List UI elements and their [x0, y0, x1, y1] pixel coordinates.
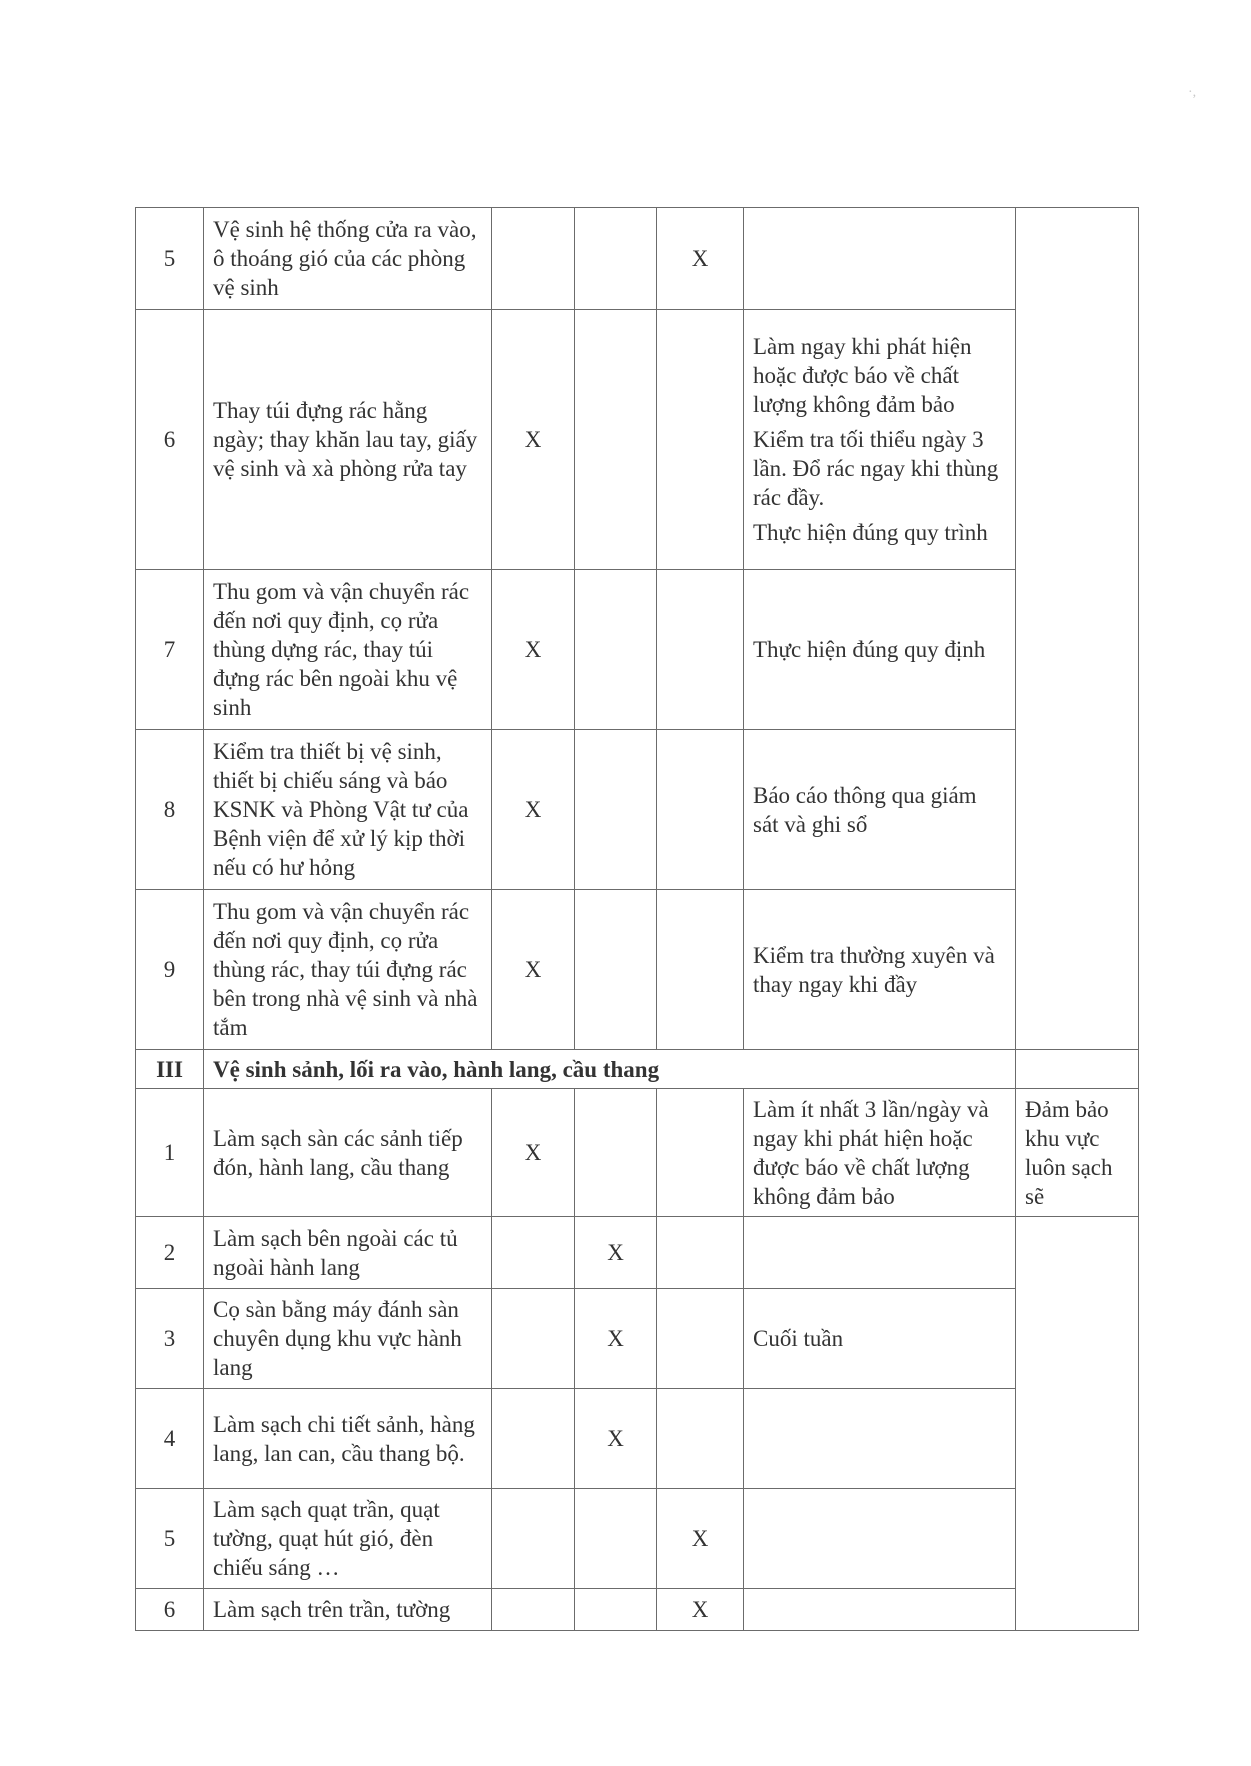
row-number: 2: [136, 1217, 204, 1289]
weekly-mark: [575, 570, 657, 730]
section-header-row: [136, 1050, 1139, 1089]
notes-cell: [744, 1389, 1016, 1489]
weekly-mark: [575, 310, 657, 570]
row-number: 9: [136, 890, 204, 1050]
table-row: [136, 208, 1139, 310]
daily-mark: [492, 1489, 575, 1589]
daily-mark: X: [492, 1089, 575, 1217]
weekly-mark: [575, 890, 657, 1050]
task-cell: Làm sạch bên ngoài các tủ ngoài hành lang: [204, 1217, 492, 1289]
section-header-empty-cell: [1016, 1050, 1139, 1089]
notes-cell: [744, 1289, 1016, 1389]
task-cell: Làm sạch trên trần, tường: [204, 1589, 492, 1631]
row-number: 5: [136, 1489, 204, 1589]
monthly-mark: [657, 1289, 744, 1389]
monthly-mark: X: [657, 1589, 744, 1631]
section-number: III: [136, 1050, 204, 1089]
row-number: 4: [136, 1389, 204, 1489]
row-number: 6: [136, 310, 204, 570]
daily-mark: X: [492, 310, 575, 570]
monthly-mark: [657, 1089, 744, 1217]
section-title: Vệ sinh sảnh, lối ra vào, hành lang, cầu thang: [204, 1050, 1016, 1089]
notes-cell: [744, 730, 1016, 890]
monthly-mark: [657, 890, 744, 1050]
daily-mark: [492, 1589, 575, 1631]
notes-cell: [744, 208, 1016, 310]
table-row: [136, 890, 1139, 1050]
row-number: 3: [136, 1289, 204, 1389]
table-row: [136, 1289, 1139, 1389]
task-cell: Thu gom và vận chuyển rác đến nơi quy định, cọ rửa thùng dựng rác, thay túi đựng rác bên ngoài khu vệ sinh: [204, 570, 492, 730]
monthly-mark: [657, 1217, 744, 1289]
weekly-mark: X: [575, 1217, 657, 1289]
daily-mark: X: [492, 570, 575, 730]
note-line: Làm ngay khi phát hiện hoặc được báo về chất lượng không đảm bảo: [753, 334, 972, 417]
daily-mark: [492, 1289, 575, 1389]
notes-cell: [744, 1489, 1016, 1589]
cleaning-schedule-table: [135, 207, 1139, 1631]
monthly-mark: X: [657, 1489, 744, 1589]
note-line: Báo cáo thông qua giám sát và ghi sổ: [753, 782, 977, 837]
monthly-mark: [657, 1389, 744, 1489]
daily-mark: X: [492, 730, 575, 890]
notes-cell: [744, 1217, 1016, 1289]
weekly-mark: X: [575, 1389, 657, 1489]
daily-mark: [492, 1217, 575, 1289]
task-cell: Làm sạch chi tiết sảnh, hàng lang, lan can, cầu thang bộ.: [204, 1389, 492, 1489]
row-number: 8: [136, 730, 204, 890]
task-cell: Thu gom và vận chuyển rác đến nơi quy định, cọ rửa thùng rác, thay túi đựng rác bên trong nhà vệ sinh và nhà tắm: [204, 890, 492, 1050]
task-cell: Cọ sàn bằng máy đánh sàn chuyên dụng khu vực hành lang: [204, 1289, 492, 1389]
row-number: 6: [136, 1589, 204, 1631]
row-number: 1: [136, 1089, 204, 1217]
notes-cell: [744, 1589, 1016, 1631]
table-row: [136, 1089, 1139, 1217]
task-cell: Làm sạch sàn các sảnh tiếp đón, hành lang, cầu thang: [204, 1089, 492, 1217]
note-line: Thực hiện đúng quy định: [753, 637, 986, 662]
table-row: [136, 730, 1139, 890]
daily-mark: X: [492, 890, 575, 1050]
requirement-cell: Đảm bảo khu vực luôn sạch sẽ: [1016, 1089, 1139, 1217]
weekly-mark: [575, 730, 657, 890]
table-row: [136, 1389, 1139, 1489]
weekly-mark: [575, 1589, 657, 1631]
weekly-mark: [575, 208, 657, 310]
scan-speck: ·,: [1188, 85, 1197, 100]
weekly-mark: X: [575, 1289, 657, 1389]
monthly-mark: [657, 570, 744, 730]
table-row: [136, 1589, 1139, 1631]
table-row: [136, 570, 1139, 730]
table-row: [136, 1489, 1139, 1589]
note-line: Thực hiện đúng quy trình: [753, 520, 988, 545]
weekly-mark: [575, 1089, 657, 1217]
table-row: [136, 310, 1139, 570]
daily-mark: [492, 208, 575, 310]
note-line: Kiểm tra tối thiểu ngày 3 lần. Đổ rác ngay khi thùng rác đầy.: [753, 427, 999, 510]
row-number: 7: [136, 570, 204, 730]
notes-cell: [744, 310, 1016, 570]
notes-cell: [744, 1089, 1016, 1217]
note-line: Làm ít nhất 3 lần/ngày và ngay khi phát hiện hoặc được báo về chất lượng không đảm bảo: [753, 1096, 989, 1209]
task-cell: Thay túi đựng rác hằng ngày; thay khăn lau tay, giấy vệ sinh và xà phòng rửa tay: [204, 310, 492, 570]
task-cell: Kiểm tra thiết bị vệ sinh, thiết bị chiếu sáng và báo KSNK và Phòng Vật tư của Bệnh viện để xử lý kịp thời nếu có hư hỏng: [204, 730, 492, 890]
weekly-mark: [575, 1489, 657, 1589]
monthly-mark: [657, 730, 744, 890]
row-number: 5: [136, 208, 204, 310]
requirement-cell: [1016, 208, 1139, 1050]
notes-cell: [744, 570, 1016, 730]
note-line: Cuối tuần: [753, 1326, 844, 1351]
monthly-mark: [657, 310, 744, 570]
notes-cell: [744, 890, 1016, 1050]
table-row: [136, 1217, 1139, 1289]
task-cell: Vệ sinh hệ thống cửa ra vào, ô thoáng gió của các phòng vệ sinh: [204, 208, 492, 310]
monthly-mark: X: [657, 208, 744, 310]
note-line: Kiểm tra thường xuyên và thay ngay khi đầy: [753, 942, 995, 997]
task-cell: Làm sạch quạt trần, quạt tường, quạt hút gió, đèn chiếu sáng …: [204, 1489, 492, 1589]
daily-mark: [492, 1389, 575, 1489]
requirement-cell: [1016, 1217, 1139, 1631]
table-body: [136, 208, 1139, 1631]
